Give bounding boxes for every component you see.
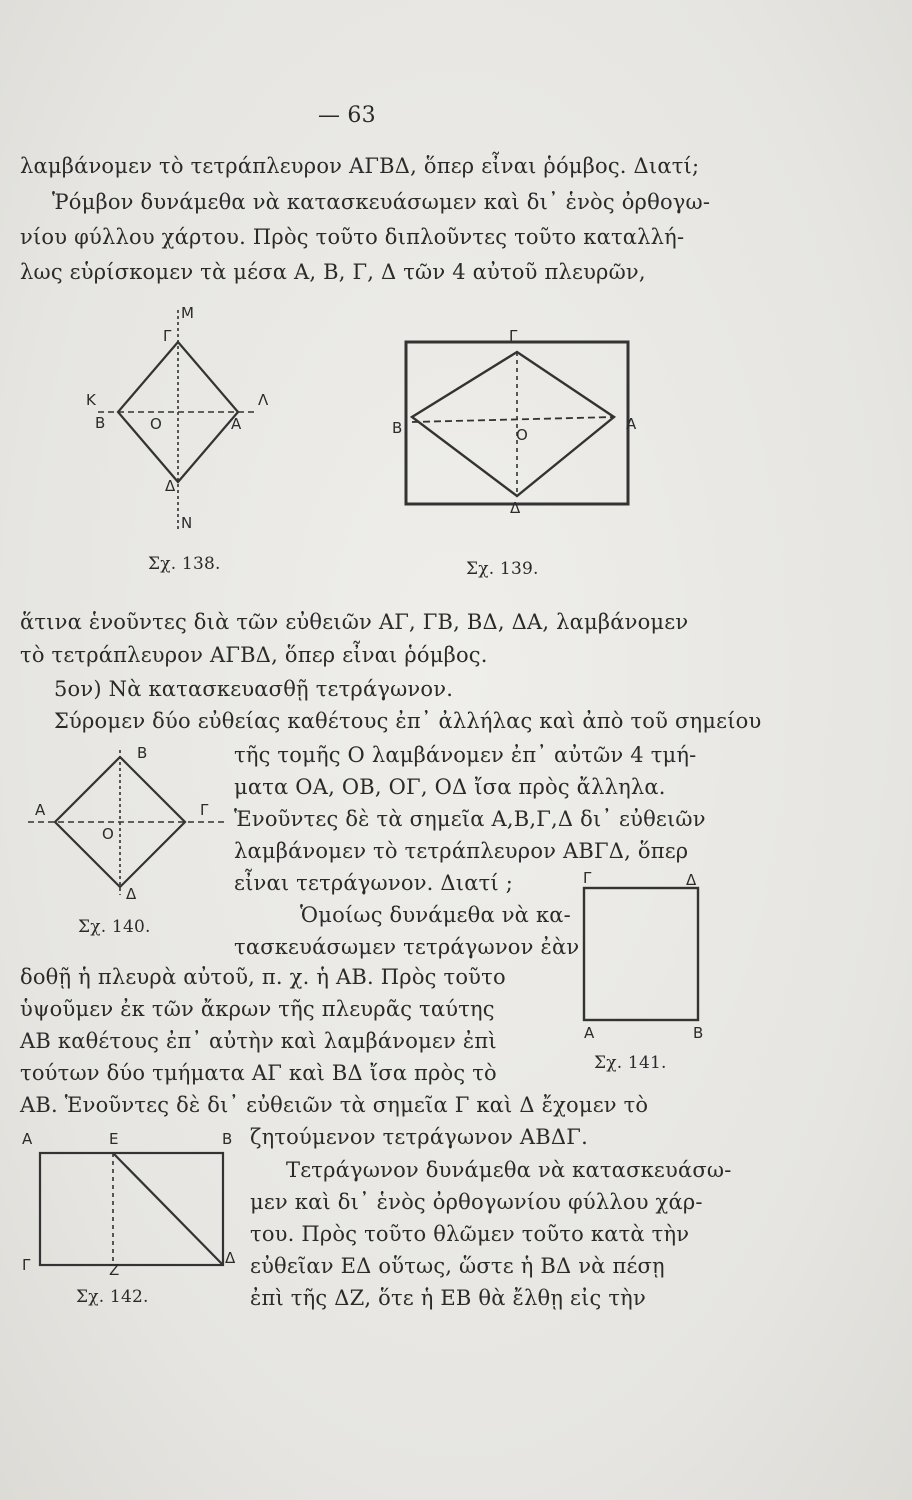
label-Z: Z [109,1261,120,1279]
diagonal-fold [113,1153,223,1265]
text-line: ζητούμενον τετράγωνον ΑΒΔΓ. [250,1125,588,1149]
label-Gamma: Γ [200,801,209,819]
text-line: Σύρομεν δύο εὐθείας καθέτους ἐπ᾽ ἀλλήλας καὶ ἀπὸ τοῦ σημείου [54,709,762,733]
text-line: του. Πρὸς τοῦτο θλῶμεν τοῦτο κατὰ τὴν [250,1222,690,1246]
caption-fig-138: Σχ. 138. [148,554,221,574]
figure-142 [30,1145,240,1285]
text-line: ἐπὶ τῆς ΔΖ, ὅτε ἡ ΕΒ θὰ ἔλθῃ εἰς τὴν [250,1286,646,1310]
text-line: εἶναι τετράγωνον. Διατί ; [234,871,513,895]
paper-rectangle [406,342,628,504]
square [584,888,698,1020]
label-Gamma: Γ [163,327,172,345]
page-number: — 63 [318,103,376,128]
section-heading: 5ον) Νὰ κατασκευασθῇ τετράγωνον. [54,677,454,701]
label-B: B [95,414,106,432]
caption-fig-142: Σχ. 142. [76,1287,149,1307]
text-line: ματα ΟΑ, ΟΒ, ΟΓ, ΟΔ ἴσα πρὸς ἄλληλα. [234,775,666,799]
rhombus [412,352,614,496]
text-line: λως εὑρίσκομεν τὰ μέσα Α, Β, Γ, Δ τῶν 4 αὐτοῦ πλευρῶν, [20,260,646,284]
text-line: Ἑνοῦντες δὲ τὰ σημεῖα Α,Β,Γ,Δ δι᾽ εὐθειῶν [234,807,706,831]
label-Gamma: Γ [583,869,592,887]
horizontal-dashed-axis [412,417,614,422]
label-O: O [150,415,162,433]
label-B: B [392,419,403,437]
label-A: A [231,415,242,433]
label-A: A [35,801,46,819]
label-Delta: Δ [510,499,521,517]
text-line: εὐθεῖαν ΕΔ οὕτως, ὥστε ἡ ΒΔ νὰ πέσῃ [250,1254,665,1278]
label-Lambda: Λ [258,391,269,409]
text-line: μεν καὶ δι᾽ ἑνὸς ὀρθογωνίου φύλλου χάρ- [250,1190,703,1214]
label-Delta: Δ [225,1249,236,1267]
text-line: Ῥόμβον δυνάμεθα νὰ κατασκευάσωμεν καὶ δι᾽ ἑνὸς ὀρθογω- [52,190,711,214]
text-line: τασκευάσωμεν τετράγωνον ἐὰν [234,935,580,959]
label-K: K [86,391,96,409]
text-line: ὑψοῦμεν ἐκ τῶν ἄκρων τῆς πλευρᾶς ταύτης [20,997,495,1021]
text-line: ΑΒ. Ἑνοῦντες δὲ δι᾽ εὐθειῶν τὰ σημεῖα Γ καὶ Δ ἔχομεν τὸ [20,1093,649,1117]
text-line: λαμβάνομεν τὸ τετράπλευρον ΑΒΓΔ, ὅπερ [234,839,689,863]
label-Gamma: Γ [22,1256,31,1274]
caption-fig-141: Σχ. 141. [594,1053,667,1073]
text-line: ΑΒ καθέτους ἐπ᾽ αὐτὴν καὶ λαμβάνομεν ἐπὶ [20,1029,497,1053]
figure-139 [390,327,650,520]
label-M: M [181,304,194,322]
label-O: O [516,426,528,444]
caption-fig-140: Σχ. 140. [78,917,151,937]
label-Gamma: Γ [509,327,518,345]
text-line: Ὁμοίως δυνάμεθα νὰ κα- [300,903,571,927]
text-line: νίου φύλλου χάρτου. Πρὸς τοῦτο διπλοῦντες τοῦτο καταλλή- [20,225,685,249]
label-B: B [222,1130,233,1148]
label-B: B [137,744,148,762]
paper-rectangle [40,1153,223,1265]
label-Delta: Δ [686,871,697,889]
label-A: A [626,415,637,433]
figure-140 [20,745,220,915]
label-B: B [693,1024,704,1042]
label-A: A [584,1024,595,1042]
label-E: E [109,1130,119,1148]
figure-141 [580,880,710,1030]
text-line: δοθῇ ἡ πλευρὰ αὐτοῦ, π. χ. ἡ ΑΒ. Πρὸς τοῦτο [20,965,506,989]
label-O: O [102,825,114,843]
text-line: Τετράγωνον δυνάμεθα νὰ κατασκευάσω- [286,1158,732,1182]
text-line: τούτων δύο τμήματα ΑΓ καὶ ΒΔ ἴσα πρὸς τὸ [20,1061,497,1085]
text-line: τὸ τετράπλευρον ΑΓΒΔ, ὅπερ εἶναι ῥόμβος. [20,643,488,667]
text-line: λαμβάνομεν τὸ τετράπλευρον ΑΓΒΔ, ὅπερ εἶναι ῥόμβος. Διατί; [20,154,700,178]
figure-138 [80,300,280,550]
label-N: N [181,514,193,532]
label-A: A [22,1130,33,1148]
caption-fig-139: Σχ. 139. [466,559,539,579]
text-line: τῆς τομῆς Ο λαμβάνομεν ἐπ᾽ αὐτῶν 4 τμή- [234,743,697,767]
label-Delta: Δ [126,885,137,903]
label-Delta: Δ [165,477,176,495]
text-line: ἅτινα ἑνοῦντες διὰ τῶν εὐθειῶν ΑΓ, ΓΒ, ΒΔ, ΔΑ, λαμβάνομεν [20,610,689,634]
